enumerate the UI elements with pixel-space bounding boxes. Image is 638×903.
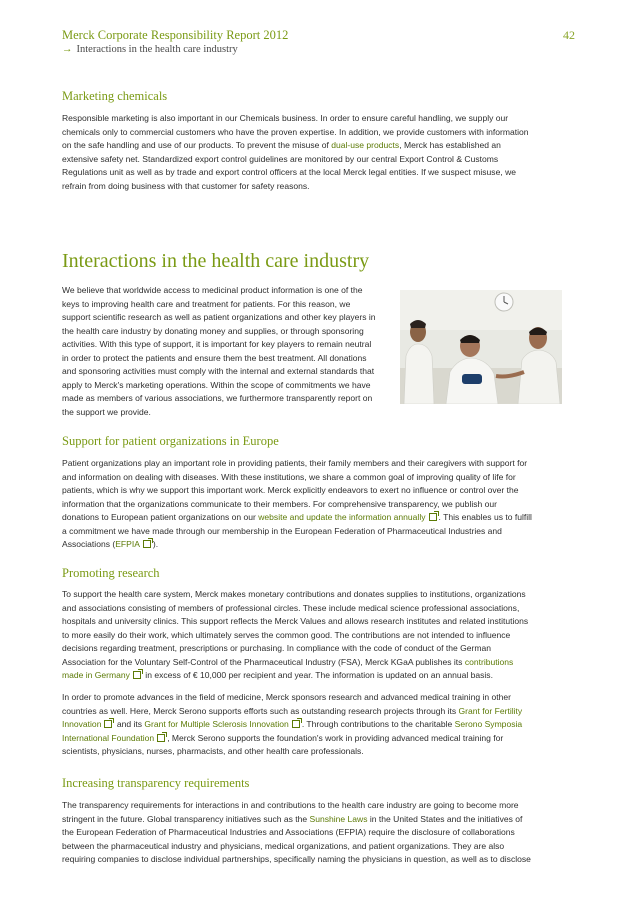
text-segment: countries as well. Here, Merck Serono supports efforts such as outstanding research projects through its bbox=[62, 705, 457, 716]
paragraph-health-intro bbox=[62, 284, 392, 419]
text-line: chemicals only to commercial customers who have the proven expertise. In addition, we provide customers with information bbox=[62, 126, 529, 137]
external-link-icon[interactable] bbox=[143, 540, 151, 548]
text-line: and associations consisting of members of professional circles. These include medical science professional associations, bbox=[62, 602, 520, 613]
text-line bbox=[62, 669, 562, 683]
text-line bbox=[62, 139, 562, 153]
text-line: Patient organizations play an important role in providing patients, their family members and their caregivers with support for bbox=[62, 458, 528, 468]
link-sunshine-laws[interactable]: Sunshine Laws bbox=[309, 813, 368, 824]
link-serono-symposia[interactable]: Serono Symposia bbox=[454, 719, 523, 730]
link-dual-use-products[interactable]: dual-use products bbox=[331, 140, 400, 151]
text-line: hospitals and university clinics. This support reflects the Merck Values and allows research institutes and related institutions bbox=[62, 616, 529, 627]
external-link-icon[interactable] bbox=[157, 734, 165, 742]
text-line: support scientific research as well as patient organizations and other key players in bbox=[62, 312, 376, 323]
text-line bbox=[62, 813, 562, 827]
heading-marketing-chemicals: Marketing chemicals bbox=[62, 89, 168, 103]
text-line: and information on dealing with diseases. With these institutions, we share a common goal of improving quality of life for bbox=[62, 471, 516, 482]
link-grant-fertility-innovation[interactable]: Grant for Fertility bbox=[458, 705, 523, 716]
paragraph-research-2 bbox=[62, 691, 562, 759]
text-line: decisions regarding treatment, prescriptions or purchasing. In compliance with the code of conduct of the German bbox=[62, 643, 491, 654]
text-line: We believe that worldwide access to medicinal product information is one of the bbox=[62, 285, 363, 295]
paragraph-patient-organizations bbox=[62, 457, 562, 552]
paragraph-transparency bbox=[62, 799, 562, 867]
report-title: Merck Corporate Responsibility Report 2012 bbox=[62, 28, 289, 42]
text-line bbox=[62, 538, 562, 552]
text-line: In order to promote advances in the field of medicine, Merck sponsors research and advanced medical training in other bbox=[62, 692, 511, 702]
text-segment: stringent in the future. Global transparency initiatives such as the bbox=[62, 813, 310, 824]
paragraph-research-1 bbox=[62, 588, 562, 683]
text-line: a commitment we have made through our membership in the European Federation of Pharmaceutical Industries and bbox=[62, 525, 502, 536]
text-line bbox=[62, 511, 562, 525]
text-line: patients, which is why we support this important work. Merck explicitly endeavors to exert no influence or control over the bbox=[62, 485, 519, 496]
link-grant-ms-innovation[interactable]: Grant for Multiple Sclerosis Innovation bbox=[144, 719, 289, 730]
text-line: The transparency requirements for interactions in and contributions to the health care industry are going to become more bbox=[62, 800, 519, 810]
link-grant-fertility-innovation[interactable]: Innovation bbox=[62, 719, 102, 730]
text-segment: , Merck Serono supports the foundation's work in providing advanced medical training for bbox=[167, 732, 504, 743]
text-line: scientists, physicians, nurses, pharmacists, and other health care professionals. bbox=[62, 746, 364, 757]
heading-patient-organizations: Support for patient organizations in Europe bbox=[62, 434, 279, 448]
text-line: between the pharmaceutical industry and physicians, medical organizations, and patient organizations. They are also bbox=[62, 840, 505, 851]
breadcrumb-label: Interactions in the health care industry bbox=[76, 44, 238, 55]
text-segment: in excess of € 10,000 per recipient and year. The information is updated on an annual basis. bbox=[142, 670, 493, 681]
section-title: Interactions in the health care industry bbox=[62, 250, 370, 272]
page-number: 42 bbox=[563, 28, 575, 42]
text-line bbox=[62, 732, 562, 746]
text-line bbox=[62, 656, 562, 670]
text-line: information that the organizations communicate to their members. For comprehensive transparency, we publish our bbox=[62, 498, 497, 509]
text-segment: donations to European patient organizations on our bbox=[62, 512, 259, 523]
heading-transparency: Increasing transparency requirements bbox=[62, 776, 250, 790]
external-link-icon[interactable] bbox=[133, 671, 141, 679]
heading-promoting-research: Promoting research bbox=[62, 566, 160, 580]
text-line: the European Federation of Pharmaceutical Industries and Associations (EFPIA) require the disclosure of collaborations bbox=[62, 827, 515, 838]
text-line: keys to improving health care and treatment for patients. For this reason, we bbox=[62, 298, 351, 309]
text-line: Regulations unit as well as by trade and export control officers at the local Merck legal entities. If we suspect misuse, we bbox=[62, 167, 516, 178]
text-segment: in the United States and the initiatives of bbox=[367, 813, 523, 824]
text-line: the health care industry by donating money and supplies, or through sponsoring bbox=[62, 325, 364, 336]
text-segment: . Through contributions to the charitable bbox=[301, 719, 455, 730]
text-line bbox=[62, 718, 562, 732]
text-line bbox=[62, 705, 562, 719]
link-website-update-annually[interactable]: website and update the information annually bbox=[258, 512, 426, 523]
text-line: and sponsoring activities must comply with the internal and external standards that bbox=[62, 366, 375, 377]
arrow-right-icon: → bbox=[62, 44, 73, 55]
text-line: requiring companies to disclose individual partnerships, specifically naming the physicians in question, as well as to disclose bbox=[62, 854, 531, 865]
text-segment: and its bbox=[114, 719, 145, 730]
text-line: extensive safety net. Standardized export control guidelines are monitored by our central Export Control & Customs bbox=[62, 153, 499, 164]
link-efpia[interactable]: EFPIA bbox=[115, 539, 140, 550]
text-line: Responsible marketing is also important in our Chemicals business. In order to ensure careful handling, we supply our bbox=[62, 113, 509, 123]
text-segment: Associations ( bbox=[62, 539, 116, 550]
text-segment: , Merck has established an bbox=[399, 140, 501, 151]
external-link-icon[interactable] bbox=[104, 720, 112, 728]
text-line: made as members of various associations, we furthermore transparently report on bbox=[62, 393, 373, 404]
text-line: To support the health care system, Merck makes monetary contributions and donates supplies to institutions, organizations bbox=[62, 589, 526, 599]
text-segment: on the safe handling and use of our products. To prevent the misuse of bbox=[62, 140, 329, 151]
text-line: the support we provide. bbox=[62, 406, 151, 417]
text-line: refrain from doing business with that customer for safety reasons. bbox=[62, 180, 310, 191]
link-contributions-germany[interactable]: contributions bbox=[464, 656, 514, 667]
external-link-icon[interactable] bbox=[292, 720, 300, 728]
text-line: activities. With this type of support, it is important for key players to remain neutral bbox=[62, 339, 372, 350]
breadcrumb[interactable] bbox=[62, 44, 238, 55]
text-line: to more easily do their work, which ultimately serves the common good. The contributions are not intended to influence bbox=[62, 629, 511, 640]
external-link-icon[interactable] bbox=[429, 513, 437, 521]
photo-doctors-patient bbox=[400, 290, 562, 404]
text-segment: ). bbox=[152, 539, 159, 550]
text-segment: Association for the Voluntary Self-Control of the Pharmaceutical Industry (FSA), Merck KGaA publishes its bbox=[62, 656, 465, 667]
link-made-in-germany[interactable]: made in Germany bbox=[62, 670, 130, 681]
text-line: in order to protect the patients and ensure them the best treatment. All donations bbox=[62, 352, 367, 363]
link-serono-symposia[interactable]: International Foundation bbox=[62, 732, 155, 743]
text-line: apply to Merck's marketing operations. Within the scope of commitments we have bbox=[62, 379, 371, 390]
paragraph-marketing bbox=[62, 112, 562, 193]
text-segment: . This enables us to fulfill bbox=[438, 512, 532, 523]
